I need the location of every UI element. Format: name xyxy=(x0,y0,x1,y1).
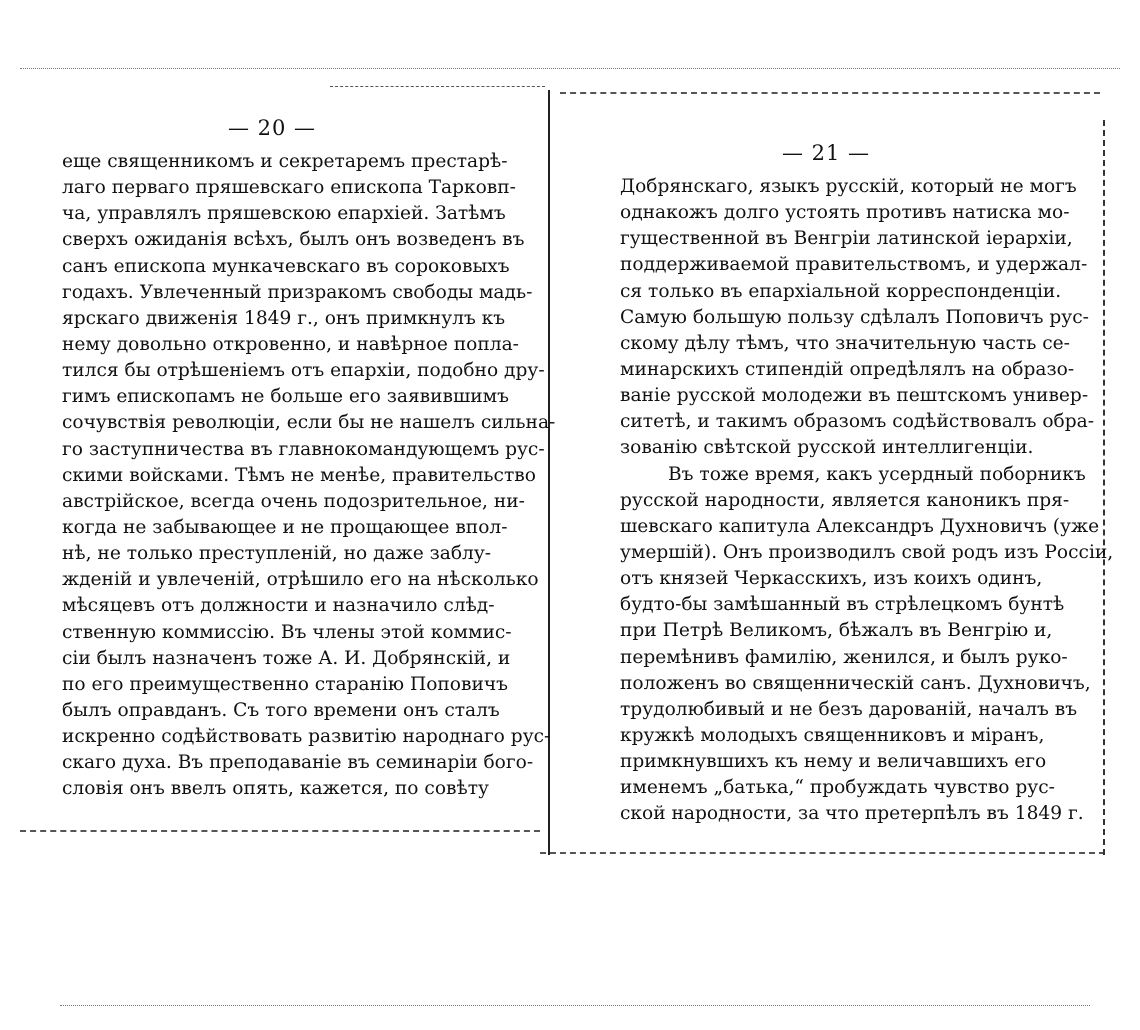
text-line: гущественной въ Венгріи латинской іерархіи, xyxy=(620,228,1073,250)
text-line: Въ тоже время, какъ усердный поборникъ xyxy=(668,463,1086,485)
right-page-bottom-edge xyxy=(540,852,1105,854)
text-line: санъ епископа мункачевскаго въ сороковыхъ xyxy=(62,255,510,277)
text-line: когда не забывающее и не прощающее впол- xyxy=(62,516,508,538)
text-line: именемъ „батька,“ пробуждать чувство рус- xyxy=(620,777,1055,799)
text-line: при Петрѣ Великомъ, бѣжалъ въ Венгрію и, xyxy=(620,620,1053,642)
text-line: сіи былъ назначенъ тоже А. И. Добрянскій, и xyxy=(62,647,511,669)
right-page-top-edge xyxy=(560,92,1100,94)
right-page xyxy=(620,140,1114,828)
text-line: годахъ. Увлеченный призракомъ свободы мадь- xyxy=(62,281,533,303)
text-line: ваніе русской молодежи въ пештскомъ универ- xyxy=(620,385,1089,407)
text-line: Добрянскаго, языкъ русскій, который не могъ xyxy=(620,176,1077,197)
text-line: поддерживаемой правительствомъ, и удержал- xyxy=(620,254,1088,276)
text-line: будто-бы замѣшанный въ стрѣлецкомъ бунтѣ xyxy=(620,594,1065,616)
text-line: скаго духа. Въ преподаваніе въ семинаріи бого- xyxy=(62,752,534,774)
text-line: шевскаго капитула Александръ Духновичъ (уже xyxy=(620,515,1100,537)
top-scan-edge xyxy=(20,68,1120,69)
text-line: скому дѣлу тѣмъ, что значительную часть се- xyxy=(620,332,1070,354)
left-page-top-edge xyxy=(330,86,545,87)
text-line: гимъ епископамъ не больше его заявившимъ xyxy=(62,386,509,408)
text-line: австрійское, всегда очень подозрительное, ни- xyxy=(62,490,525,512)
left-page-bottom-edge xyxy=(20,830,540,832)
bottom-scan-edge xyxy=(60,1005,1090,1006)
text-line: го заступничества въ главнокомандующемъ рус- xyxy=(62,438,545,460)
text-line: лаго перваго пряшевскаго епископа Тарковп- xyxy=(62,177,516,199)
text-line: тился бы отрѣшеніемъ отъ епархіи, подобно дру- xyxy=(62,360,545,382)
text-line: примкнувшихъ къ нему и величавшихъ его xyxy=(620,751,1047,773)
text-line: трудолюбивый и не безъ дарованій, началъ въ xyxy=(620,698,1078,720)
text-line: скими войсками. Тѣмъ не менѣе, правительство xyxy=(62,464,536,486)
text-line: ярскаго движенія 1849 г., онъ примкнулъ къ xyxy=(62,307,506,329)
right-page-number: — 21 — xyxy=(781,141,871,165)
text-line: ситетѣ, и такимъ образомъ содѣйствовалъ обра- xyxy=(620,411,1095,433)
text-line: сочувствія революціи, если бы не нашелъ сильна- xyxy=(62,412,556,434)
text-line: ся только въ епархіальной корреспонденціи. xyxy=(620,280,1062,302)
text-line: словія онъ ввелъ опять, кажется, по совѣту xyxy=(62,778,489,800)
text-line: умершій). Онъ производилъ свой родъ изъ Россіи, xyxy=(620,541,1114,563)
text-line: еще священникомъ и секретаремъ престарѣ- xyxy=(62,151,508,172)
text-line: перемѣнивъ фамилію, женился, и былъ руко- xyxy=(620,646,1068,668)
text-line: отъ князей Черкасскихъ, изъ коихъ одинъ, xyxy=(620,568,1043,590)
text-line: минарскихъ стипендій опредѣлялъ на образо- xyxy=(620,358,1075,380)
text-line: жденій и увлеченій, отрѣшило его на нѣсколько xyxy=(62,569,539,591)
text-line: кружкѣ молодыхъ священниковъ и міранъ, xyxy=(620,724,1045,746)
text-line: нему довольно откровенно, и навѣрное попла- xyxy=(62,333,519,355)
text-line: сверхъ ожиданія всѣхъ, былъ онъ возведенъ въ xyxy=(62,229,525,251)
left-page-number: — 20 — xyxy=(227,116,317,140)
text-line: искренно содѣйствовать развитію народнаго рус- xyxy=(62,726,551,748)
text-line: Самую большую пользу сдѣлалъ Поповичъ рус- xyxy=(620,306,1089,328)
text-line: однакожъ долго устоять противъ натиска мо- xyxy=(620,202,1070,224)
text-line: русской народности, является каноникъ пря- xyxy=(620,489,1070,511)
text-line: былъ оправданъ. Съ того времени онъ сталъ xyxy=(62,699,500,721)
left-page xyxy=(62,115,556,803)
text-line: ской народности, за что претерпѣлъ въ 1849 г. xyxy=(620,803,1084,825)
text-line: зованію свѣтской русской интеллигенціи. xyxy=(620,437,1034,459)
text-line: ственную коммиссію. Въ члены этой коммис- xyxy=(62,621,512,643)
text-line: ча, управлялъ пряшевскою епархіей. Затѣмъ xyxy=(62,203,506,225)
text-line: по его преимущественно старанію Поповичъ xyxy=(62,673,508,695)
right-page-edge xyxy=(1103,120,1105,855)
text-line: нѣ, не только преступленій, но даже заблу- xyxy=(62,543,492,565)
text-line: положенъ во священническій санъ. Духновичъ, xyxy=(620,672,1091,694)
text-line: мѣсяцевъ отъ должности и назначило слѣд- xyxy=(62,595,495,617)
